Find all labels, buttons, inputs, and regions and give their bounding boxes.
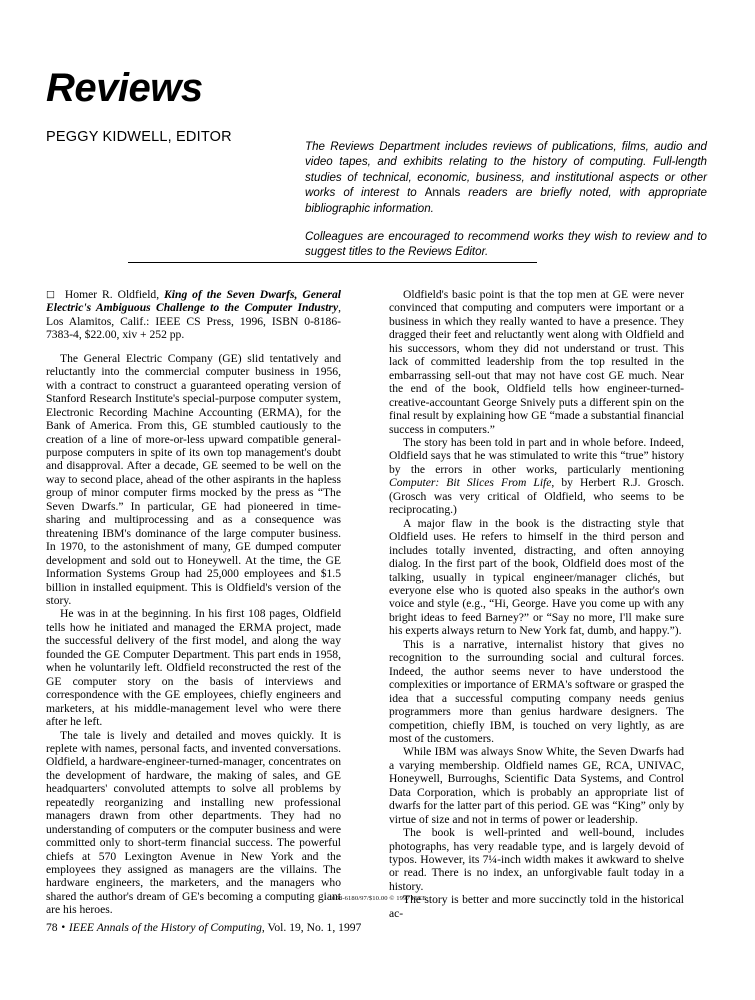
bullet-separator-icon: • (60, 922, 66, 933)
column-right (389, 288, 684, 920)
review-paragraph: This is a narrative, internalist history that gives no recognition to the surrounding social and cultural forces. Indeed, the author seems never to have understood the complexities or importance of ERMA's software or grasped the idea that a successful computing company needs genius programmers more than genius hardware designers. The competition, chiefly IBM, is touched on very lightly, as are most of the customers. (389, 637, 684, 745)
citation-title: King of the Seven Dwarfs, General Electric's Ambiguous Challenge to the Computer Industry (46, 288, 341, 315)
review-paragraph: The book is well-printed and well-bound, includes photographs, has very readable type, and is largely devoid of typos. However, its 7¼-inch width makes it awkward to shelve or read. There is no index, an unforgivable fault today in a history. (389, 826, 684, 893)
review-paragraph: The General Electric Company (GE) slid tentatively and reluctantly into the commercial computer business in 1956, with a contract to construct a guaranteed operating version of Stanford Research Institute's special-purpose computer system, Electronic Recording Machine Accounting (ERMA), for the Bank of America. From this, GE stumbled cautiously to the creation of a line of more-or-less upward compatible general-purpose computers in spite of its own top management's doubt and disapproval. After a decade, GE seemed to be well on the way to second place, ahead of the other aspirants in the hapless group of minor computer firms mocked by the press as “The Seven Dwarfs.” In particular, GE had pioneered in time-sharing and multiprocessing and as a consequence was threatening IBM's dominance of the large computer business. In 1970, to the astonishment of many, GE dumped computer development and sold out to Honeywell. At the time, the GE Information Systems Group had 25,000 employees and $1.5 billion in installed equipment. This is Oldfield's version of the story. (46, 351, 341, 607)
section-divider (128, 262, 537, 263)
page-number: 78 (46, 921, 58, 934)
footer-issue: , Vol. 19, No. 1, 1997 (261, 921, 362, 934)
review-paragraph: The tale is lively and detailed and moves quickly. It is replete with names, personal facts, and invented conversations. Oldfield, a hardware-engineer-turned-manager, concentrates on the development of hardware, the making of sales, and GE headquarters' convoluted attempts to solve all problems by repeatedly reorganizing and installing new professional managers drawn from other departments. They had no understanding of computers or the computer business and were committed only to short-term financial success. The powerful chiefs at 570 Lexington Avenue in New York and the employees they assigned as managers are the villains. The hardware engineers, the marketers, and the managers who shared the author's dream of GE's becoming a computing giant are his heroes. (46, 728, 341, 917)
review-paragraph: A major flaw in the book is the distracting style that Oldfield uses. He refers to himself in the third person and includes totally invented, distracting, and often annoying dialog. In the first part of the book, Oldfield does most of the talking, usually in typical engineer/manager clichés, but everyone else who is quoted also speaks in the author's own voice and style (e.g., “Hi, George. Have you come up with any bright ideas to feed Barney?” or “Say no more, I'll make sure his experts always return to New York fat, dumb, and happy.”). (389, 516, 684, 638)
page-footer (46, 921, 361, 934)
journal-name-inline: Annals (424, 186, 461, 200)
review-text-part: The story has been told in part and in whole before. Indeed, Oldfield says that he was stimulated to write this “true” history by the errors in other works, particularly mentioning (389, 435, 684, 476)
citation-imprint: , Los Alamitos, Calif.: IEEE CS Press, 1996, ISBN 0-8186-7383-4, $22.00, xiv + 252 pp. (46, 301, 341, 342)
blurb-paragraph-2: Colleagues are encouraged to recommend works they wish to review and to suggest titles to the Reviews Editor. (305, 230, 707, 259)
citation-author: Homer R. Oldfield, (60, 288, 165, 301)
review-paragraph (389, 436, 684, 517)
department-editor: PEGGY KIDWELL, EDITOR (46, 129, 232, 145)
review-paragraph: While IBM was always Snow White, the Seven Dwarfs had a varying membership. Oldfield names GE, RCA, UNIVAC, Honeywell, Burroughs, Scientific Data Systems, and Control Data Corporation, which is probably an appropriate list of dwarfs for the latter part of this period. GE was “King” only by virtue of size and not in terms of power or leadership. (389, 745, 684, 826)
copyright-line: 1058-6180/97/$10.00 © 1997 IEEE (328, 895, 427, 902)
square-bullet-icon: □ (46, 289, 57, 300)
footer-journal-name: IEEE Annals of the History of Computing (68, 921, 262, 934)
book-citation (46, 288, 341, 342)
page-title: Reviews (46, 66, 203, 110)
blurb-p1-part-2: readers are briefly noted, with appropriate bibliographic information. (305, 186, 707, 215)
review-paragraph: The story is better and more succinctly told in the historical ac- (389, 893, 684, 920)
referenced-book-title: Computer: Bit Slices From Life (389, 476, 552, 490)
column-left (46, 288, 341, 917)
review-paragraph: Oldfield's basic point is that the top men at GE were never convinced that computing and computers were important or a business in which they really wanted to have a presence. They dragged their feet and reluctantly went along with Oldfield and his successors, whom they did not understand or trust. This lack of committed leadership from the top resulted in the embarrassing sell-out that may not have cost GE much. Near the end of the book, Oldfield tells how engineer-turned-creative-accountant George Snively puts a different spin on the final result by explaining how GE “made a substantial financial success in computers.” (389, 288, 684, 436)
blurb-paragraph-1 (305, 139, 707, 216)
review-text-part: , by Herbert R.J. Grosch. (Grosch was very critical of Oldfield, who seems to be reciprocating.) (389, 476, 684, 517)
blurb-p1-part-1: The Reviews Department includes reviews of publications, films, audio and video tapes, and exhibits relating to the history of computing. Full-length studies of technical, economic, business, and institutional aspects or other works of interest to (305, 140, 707, 200)
review-paragraph: He was in at the beginning. In his first 108 pages, Oldfield tells how he initiated and managed the ERMA project, made the successful delivery of the first model, and along the way founded the GE Computer Department. This part ends in 1958, when he voluntarily left. Oldfield reconstructed the rest of the GE computer story on the basis of interviews and correspondence with the GE employees, chiefly engineers and marketers, at his middle-management level who were there after he left. (46, 607, 341, 729)
department-blurb (305, 139, 707, 260)
